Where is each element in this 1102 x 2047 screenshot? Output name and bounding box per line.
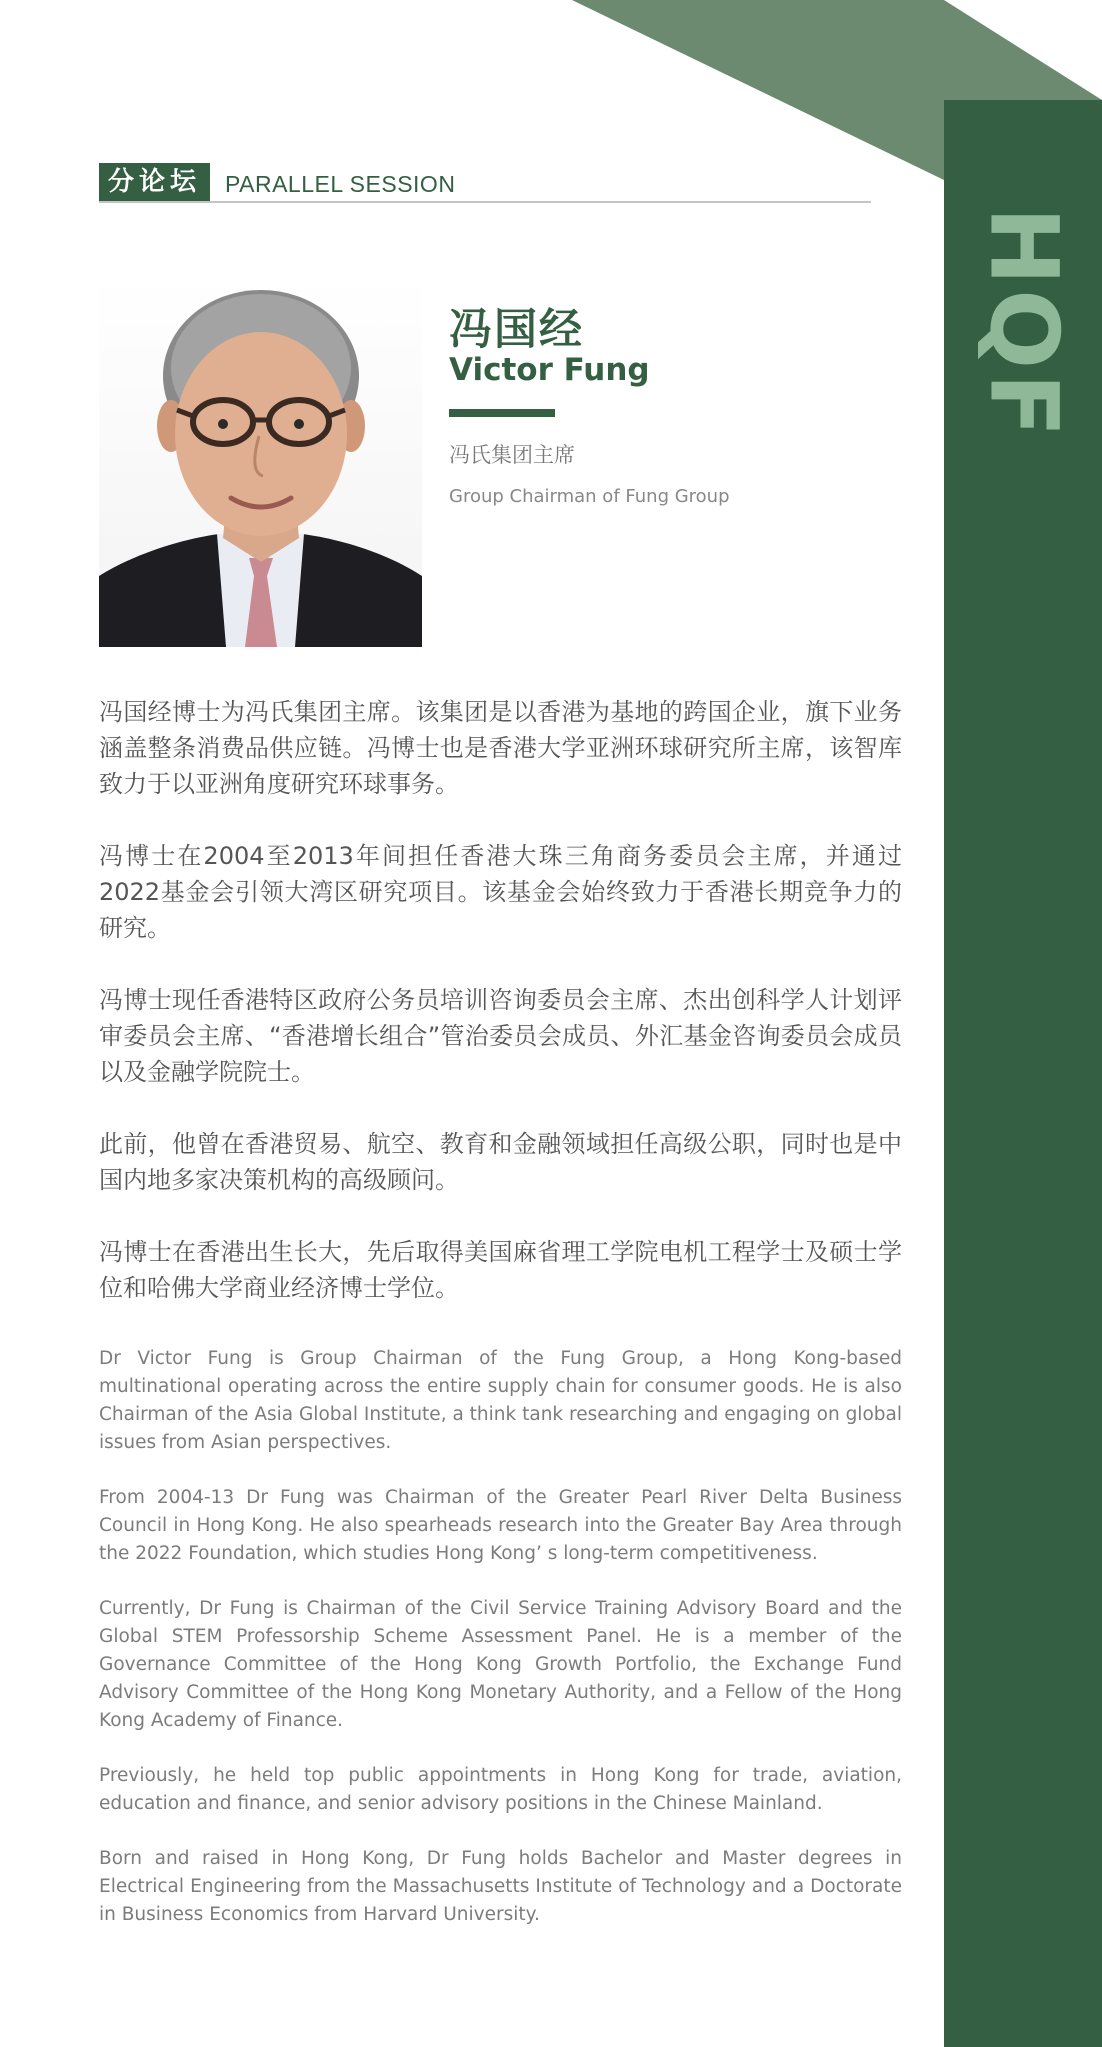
speaker-title-en: Group Chairman of Fung Group	[449, 486, 730, 507]
bio-en-paragraph: Born and raised in Hong Kong, Dr Fung holds Bachelor and Master degrees in Electrical Engineering from the Massachusetts Institute of Technology and a Doctorate in Business Economics from Harvard University.	[99, 1848, 902, 1925]
bio-en-paragraph: Currently, Dr Fung is Chairman of the Civil Service Training Advisory Board and the Global STEM Professorship Scheme Assessment Panel. He is a member of the Governance Committee of the Hong Kong Growth Portfolio, the Exchange Fund Advisory Committee of the Hong Kong Monetary Authority, and a Fellow of the Hong Kong Academy of Finance.	[99, 1598, 902, 1731]
bio-cn-paragraph: 冯博士在2004至2013年间担任香港大珠三角商务委员会主席，并通过2022基金会引领大湾区研究项目。该基金会始终致力于香港长期竞争力的研究。	[99, 842, 902, 942]
portrait-photo	[99, 276, 422, 647]
session-label-en: PARALLEL SESSION	[225, 171, 456, 197]
header-divider	[99, 201, 871, 203]
session-tag-cn: 分论坛	[99, 163, 210, 201]
speaker-name-en: Victor Fung	[449, 352, 650, 388]
hqf-logo: HQF	[968, 206, 1078, 442]
name-underline	[449, 409, 555, 417]
bio-cn-paragraph: 冯博士在香港出生长大，先后取得美国麻省理工学院电机工程学士及硕士学位和哈佛大学商业经济博士学位。	[99, 1238, 902, 1302]
bio-en-paragraph: Dr Victor Fung is Group Chairman of the Fung Group, a Hong Kong-based multinational operating across the entire supply chain for consumer goods. He is also Chairman of the Asia Global Institute, a think tank researching and engaging on global issues from Asian perspectives.	[99, 1348, 902, 1453]
diagonal-band-decoration	[0, 0, 1102, 180]
bio-cn-paragraph: 冯国经博士为冯氏集团主席。该集团是以香港为基地的跨国企业，旗下业务涵盖整条消费品供应链。冯博士也是香港大学亚洲环球研究所主席，该智库致力于以亚洲角度研究环球事务。	[99, 698, 902, 798]
speaker-name-cn: 冯国经	[449, 305, 584, 355]
bio-en-paragraph: Previously, he held top public appointments in Hong Kong for trade, aviation, education and finance, and senior advisory positions in the Chinese Mainland.	[99, 1765, 902, 1814]
session-header	[99, 163, 871, 203]
bio-cn-paragraph: 此前，他曾在香港贸易、航空、教育和金融领域担任高级公职，同时也是中国内地多家决策机构的高级顾问。	[99, 1130, 902, 1194]
bio-en-paragraph: From 2004-13 Dr Fung was Chairman of the Greater Pearl River Delta Business Council in Hong Kong. He also spearheads research into the Greater Bay Area through the 2022 Foundation, which studies Hong Kong’ s long-term competitiveness.	[99, 1487, 902, 1564]
speaker-title-cn: 冯氏集团主席	[449, 443, 575, 467]
bio-cn-paragraph: 冯博士现任香港特区政府公务员培训咨询委员会主席、杰出创科学人计划评审委员会主席、“香港增长组合”管治委员会成员、外汇基金咨询委员会成员以及金融学院院士。	[99, 986, 902, 1086]
